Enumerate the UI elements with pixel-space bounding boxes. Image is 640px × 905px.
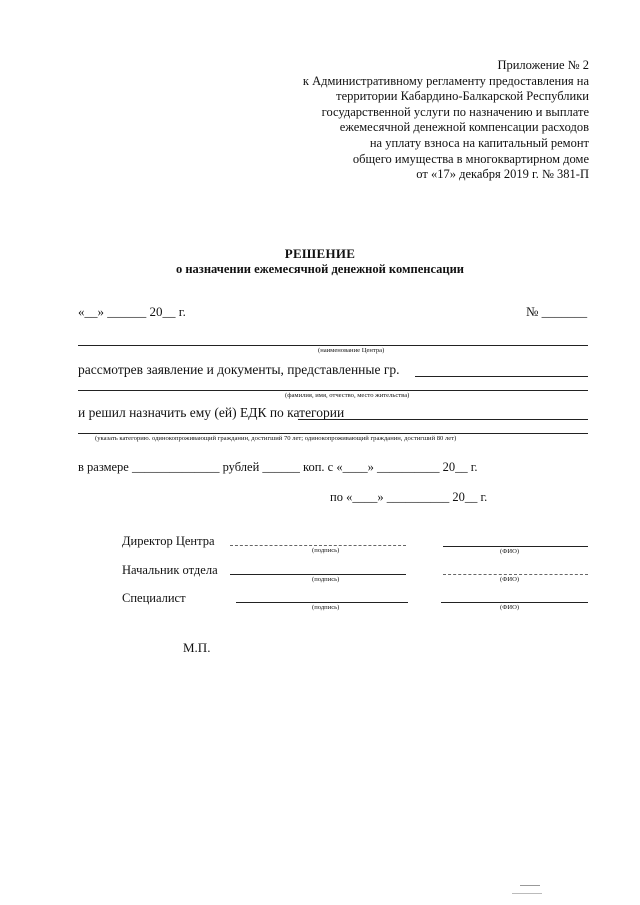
category-fill-line — [298, 419, 588, 420]
signature-role: Начальник отдела — [122, 563, 218, 577]
center-name-line — [78, 345, 588, 346]
signature-caption: (подпись) — [312, 547, 340, 554]
signature-line — [230, 574, 406, 575]
document-subtitle: о назначении ежемесячной денежной компенсации — [175, 262, 465, 276]
appendix-header — [303, 58, 589, 183]
applicant-line — [78, 390, 588, 391]
category-caption: (указать категорию. одинокопроживающий гражданин, достигший 70 лет; одинокопроживающий гражданин, достигший 80 лет) — [95, 435, 457, 442]
appendix-line: на уплату взноса на капитальный ремонт — [369, 135, 589, 150]
center-name-caption: (наименование Центра) — [318, 347, 385, 354]
fio-caption: (ФИО) — [500, 604, 520, 611]
seal-mark: М.П. — [183, 640, 211, 655]
fio-caption: (фамилия, имя, отчество, место жительства) — [285, 392, 410, 399]
appendix-line: территории Кабардино-Балкарской Республики — [336, 89, 589, 104]
applicant-fill-line — [415, 376, 588, 377]
fio-line — [443, 546, 588, 547]
appendix-line: от «17» декабря 2019 г. № 381-П — [416, 167, 589, 182]
signature-line — [236, 602, 408, 603]
signature-role: Директор Центра — [122, 534, 215, 548]
date-field: «__» ______ 20__ г. — [78, 304, 186, 319]
fio-caption: (ФИО) — [500, 576, 520, 583]
number-field: № _______ — [526, 304, 588, 319]
appendix-line: Приложение № 2 — [497, 58, 589, 72]
appendix-line: государственной услуги по назначению и выплате — [321, 104, 589, 119]
fio-caption: (ФИО) — [500, 548, 520, 555]
period-end-line: по «____» __________ 20__ г. — [330, 490, 488, 504]
signature-caption: (подпись) — [312, 576, 340, 583]
reviewed-text: рассмотрев заявление и документы, представленные гр. — [78, 362, 400, 377]
fio-line — [441, 602, 588, 603]
signature-role: Специалист — [122, 591, 186, 605]
amount-line: в размере ______________ рублей ______ коп. с «____» __________ 20__ г. — [78, 460, 478, 474]
signature-caption: (подпись) — [312, 604, 340, 611]
category-line — [78, 433, 588, 434]
decision-text: и решил назначить ему (ей) ЕДК по категории — [78, 405, 345, 420]
footer-mark — [520, 885, 540, 886]
signature-line — [230, 545, 406, 546]
document-title: РЕШЕНИЕ — [284, 246, 356, 261]
footer-mark — [512, 893, 542, 894]
appendix-line: общего имущества в многоквартирном доме — [352, 151, 589, 166]
fio-line — [443, 574, 588, 575]
appendix-line: к Административному регламенту предоставления на — [302, 73, 589, 88]
appendix-line: ежемесячной денежной компенсации расходов — [339, 120, 589, 135]
